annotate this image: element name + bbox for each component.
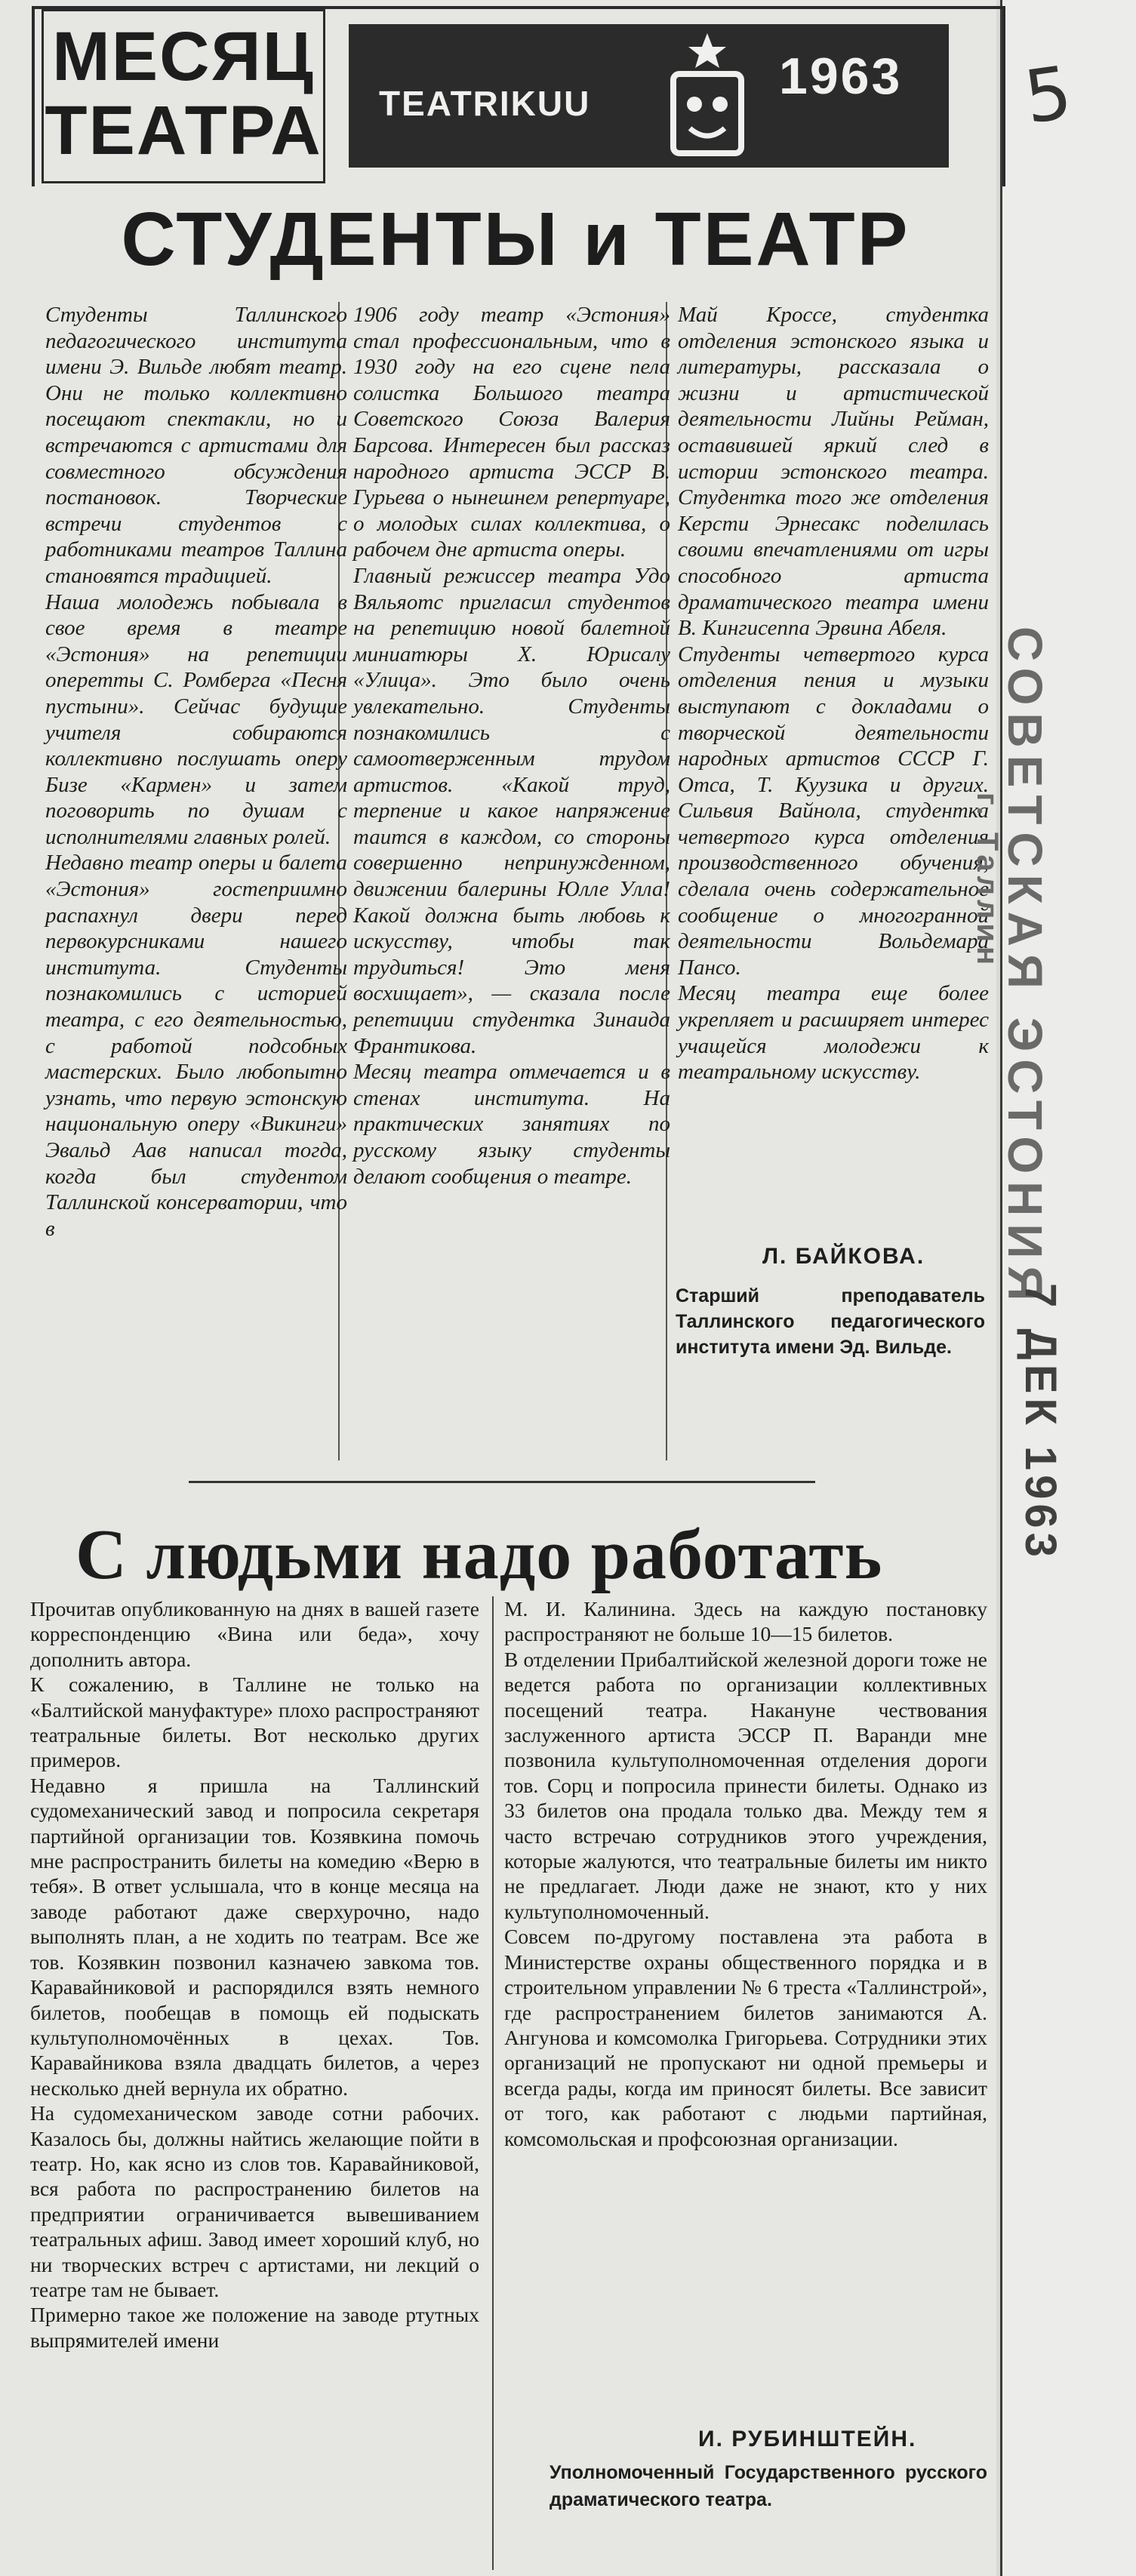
logo-text: TEATRIKUU [379,84,591,123]
date-stamp: 7 ДЕК 1963 [1016,1283,1065,1562]
article-1-column-2: 1906 году театр «Эстония» стал профессиональным, что в 1930 году на его сцене пела солистка Большого театра Советского Союза Валерия Барсова. Интересен был рассказ народного артиста ЭССР В. Гурьева о нынешнем репертуаре, о молодых силах коллектива, о рабочем дне артиста оперы. Главный режиссер театра Удо Вяльяотс пригласил студентов на репетицию новой балетной миниатюры Х. Юрисалу «Улица». Это было очень увлекательно. Студенты познакомились с самоотверженным трудом артистов. «Какой труд, терпение и какое напряжение таится в каждом, со стороны совершенно непринужденном, движении балерины Юлле Улла! Какой должна быть любовь к искусству, чтобы так трудиться! Это меня восхищает», — сказала после репетиции студентка Зинаида Франтикова. Месяц театра отмечается и в стенах института. На практических занятиях по русскому языку студенты делают сообщения о театре. [353,303,670,1189]
article-separator [189,1481,815,1483]
article-2-author-role: Уполномоченный Государственного русского драматического театра. [550,2462,987,2510]
article-2-headline: С людьми надо работать [75,1516,883,1594]
article-1-headline: СТУДЕНТЫ и ТЕАТР [121,197,910,282]
article-2-author: И. РУБИНШТЕЙН. [698,2427,917,2451]
article-1-column-1: Студенты Таллинского педагогического института имени Э. Вильде любят театр. Они не только коллективно посещают спектакли, но и встречаются с артистами для совместного обсуждения постановок. Творческие встречи студентов с работниками театров Таллина становятся традицией. Наша молодежь побывала в свое время в театре «Эстония» на репетиции оперетты С. Ромберга «Песня пустыни». Сейчас будущие учителя собираются коллективно послушать оперу Бизе «Кармен» и затем поговорить по душам с исполнителями главных ролей. Недавно театр оперы и балета «Эстония» гостеприимно распахнул двери перед первокурсниками нашего института. Студенты познакомились с историей театра, с его деятельностью, с работой подсобных мастерских. Было любопытно узнать, что первую эстонскую национальную оперу «Викинги» Эвальд Аав написал тогда, когда был студентом Таллинской консерватории, что в [45,303,347,1241]
theatre-emblem-icon [651,30,764,162]
handwritten-number: 5 [1019,50,1077,140]
logo-year: 1963 [779,48,903,105]
article-2-column-2: М. И. Калинина. Здесь на каждую постановку распространяют не больше 10—15 билетов. В отделении Прибалтийской железной дороги тоже не ведется работа по организации коллективных посещений театра. Накануне чествования заслуженного артиста ЭССР П. Варанди мне позвонила культуполномоченная отделения дороги тов. Сорц и попросила принести билеты. Однако из 33 билетов она продала только два. Между тем я часто встречаю сотрудников этого учреждения, которые жалуются, что театральные билеты им никто не предлагает. Люди даже не знают, кто у них культуполномоченный. Совсем по-другому поставлена эта работа в Министерстве охраны общественного порядка и в строительном управлении № 6 треста «Таллинстрой», где распространением билетов занимаются А. Ангунова и комсомолка Григорьева. Сотрудники этих организаций не пропускают ни одной премьеры и всегда рады, когда им приносят билеты. Все зависит от того, как работают с людьми партийная, комсомольская и профсоюзная организации. [504,1597,987,2150]
rubric-line-2: ТЕАТРА [45,92,322,169]
article-1-author-role: Старший преподаватель Таллинского педагогического института имени Эд. Вильде. [676,1285,985,1358]
newspaper-stamp: СОВЕТСКАЯ ЭСТОНИЯ [998,626,1052,1309]
rubric-line-1: МЕСЯЦ [52,18,315,95]
article-1-author: Л. БАЙКОВА. [762,1244,925,1269]
article-1-column-3: Май Кроссе, студентка отделения эстонского языка и литературы, рассказала о жизни и артистической деятельности Лийны Рейман, оставившей яркий след в истории эстонского театра. Студентка того же отделения Керсти Эрнесакс поделилась своими впечатлениями от игры способного артиста драматического театра имени В. Кингисеппа Эрвина Абеля. Студенты четвертого курса отделения пения и музыки выступают с докладами о творческой деятельности народных артистов СССР Г. Отса, Т. Куузика и других. Сильвия Вайнола, студентка четвертого курса отделения производственного обучения, сделала очень содержательное сообщение о многогранной деятельности Вольдемара Пансо. Месяц театра еще более укрепляет и расширяет интерес учащейся молодежи к театральному искусству. [678,303,989,1085]
column-divider [492,1596,494,2570]
rubric-box [42,9,325,183]
city-stamp: г. Таллин [971,792,1004,970]
theatre-month-logo [349,24,949,168]
article-2-column-1: Прочитав опубликованную на днях в вашей газете корреспонденцию «Вина или беда», хочу дополнить автора. К сожалению, в Таллине не только на «Балтийской мануфактуре» плохо распространяют театральные билеты. Вот несколько других примеров. Недавно я пришла на Таллинский судомеханический завод и попросила секретаря партийной организации тов. Козявкина помочь мне распространить билеты на комедию «Верю в тебя». В ответ услышала, что в конце месяца на заводе работают даже сверхурочно, надо выполнять план, а не ходить по театрам. Все же тов. Козявкин позвонил казначею завкома тов. Каравайниковой и распорядился взять немного билетов, пообещав в помощь ей подыскать культуполномочённых в цехах. Тов. Каравайникова взяла двадцать билетов, а через несколько дней вернула их обратно. На судомеханическом заводе сотни рабочих. Казалось бы, должны найтись желающие пойти в театр. Но, как ясно из слов тов. Каравайниковой, вся работа по распространению билетов на предприятии ограничивается вывешиванием театральных афиш. Завод имеет хороший клуб, но ни творческих встреч с артистами, ни лекций о театре там не бывает. Примерно такое же положение на заводе ртутных выпрямителей имени [30,1597,479,2352]
